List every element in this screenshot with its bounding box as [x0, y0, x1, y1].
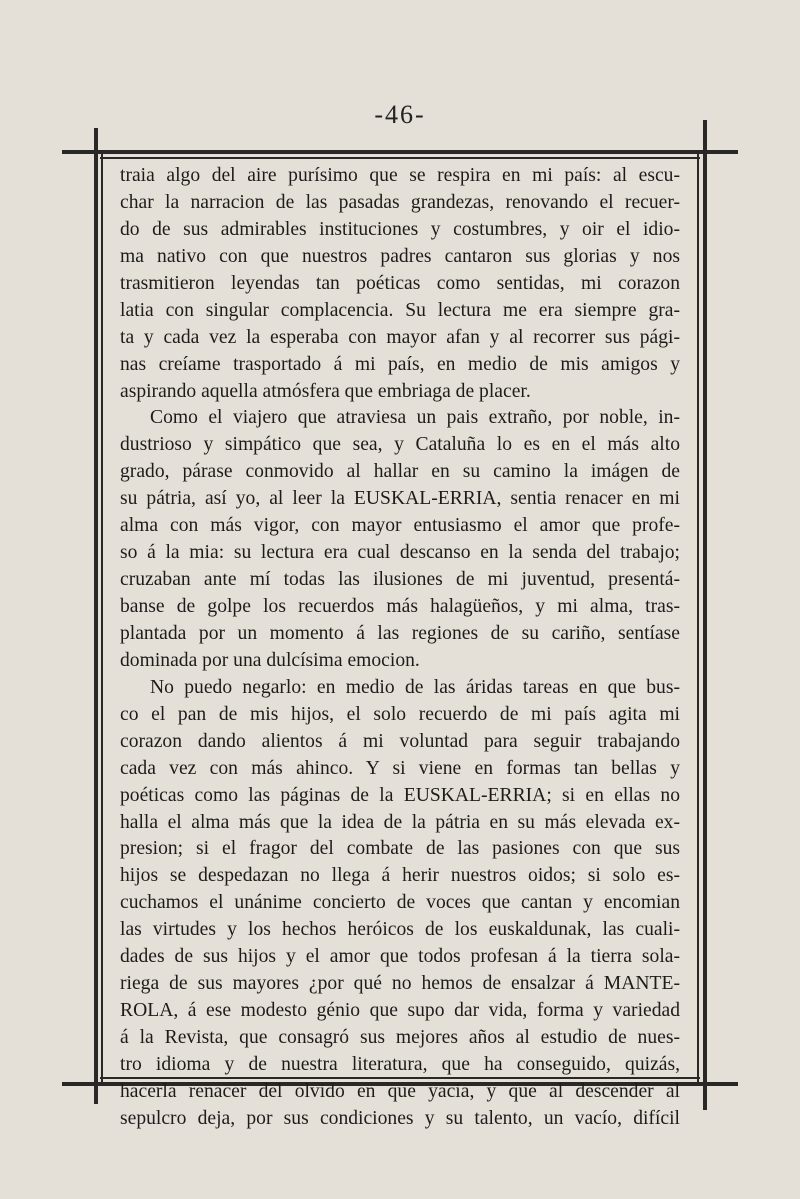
border-left-rule-outer: [94, 128, 98, 1104]
text-line: hijos se despedazan no llega á herir nuestros oidos; si solo es-: [120, 865, 680, 887]
text-line: alma con más vigor, con mayor entusiasmo el amor que profe-: [120, 515, 680, 537]
text-line: No puedo negarlo: en medio de las áridas tareas en que bus-: [150, 676, 680, 698]
text-line: las virtudes y los hechos heróicos de los euskaldunak, las cuali-: [120, 919, 680, 941]
text-line: so á la mia: su lectura era cual descanso en la senda del trabajo;: [120, 542, 680, 564]
border-top-rule-inner: [100, 157, 700, 159]
text-line: ROLA, á ese modesto génio que supo dar vida, forma y variedad: [120, 1000, 680, 1022]
text-line: riega de sus mayores ¿por qué no hemos de ensalzar á MANTE-: [120, 973, 680, 995]
border-left-rule-inner: [101, 150, 103, 1086]
text-line: char la narracion de las pasadas grandezas, renovando el recuer-: [120, 191, 680, 213]
text-line: su pátria, así yo, al leer la EUSKAL-ERRIA, sentia renacer en mi: [120, 488, 680, 510]
text-line: presion; si el fragor del combate de las pasiones con que sus: [120, 838, 680, 860]
text-line: cuchamos el unánime concierto de voces que cantan y encomian: [120, 892, 680, 914]
text-line: dades de sus hijos y el amor que todos profesan á la tierra sola-: [120, 946, 680, 968]
text-line: halla el alma más que la idea de la pátria en su más elevada ex-: [120, 811, 680, 833]
text-line: aspirando aquella atmósfera que embriaga de placer.: [120, 380, 531, 402]
text-line: dustrioso y simpático que sea, y Cataluña lo es en el más alto: [120, 434, 680, 456]
text-line: do de sus admirables instituciones y costumbres, y oir el idio-: [120, 218, 680, 240]
text-line: tro idioma y de nuestra literatura, que ha conseguido, quizás,: [120, 1053, 680, 1075]
page-number: -46-: [374, 100, 426, 129]
border-top-rule-outer: [62, 150, 738, 154]
text-line: sepulcro deja, por sus condiciones y su talento, un vacío, difícil: [120, 1107, 680, 1129]
text-line: co el pan de mis hijos, el solo recuerdo de mi país agita mi: [120, 703, 680, 725]
border-right-rule-inner: [697, 150, 699, 1086]
text-line: plantada por un momento á las regiones de su cariño, sentíase: [120, 622, 680, 644]
text-line: corazon dando alientos á mi voluntad para seguir trabajando: [120, 730, 680, 752]
text-line: banse de golpe los recuerdos más halagüeños, y mi alma, tras-: [120, 596, 680, 617]
body-text: [120, 163, 680, 1133]
text-line: nas creíame trasportado á mi país, en medio de mis amigos y: [120, 353, 680, 375]
text-line: cada vez con más ahinco. Y si viene en formas tan bellas y: [120, 757, 680, 779]
text-line: cruzaban ante mí todas las ilusiones de mi juventud, presentá-: [120, 569, 680, 591]
text-line: poéticas como las páginas de la EUSKAL-ERRIA; si en ellas no: [120, 784, 680, 806]
text-line: Como el viajero que atraviesa un pais extraño, por noble, in-: [150, 407, 680, 429]
text-line: hacerla renacer del olvido en que yacia, y que al descender al: [120, 1080, 680, 1102]
text-line: ta y cada vez la esperaba con mayor afan y al recorrer sus pági-: [120, 326, 680, 348]
border-right-rule-outer: [703, 120, 707, 1110]
text-line: ma nativo con que nuestros padres cantaron sus glorias y nos: [120, 245, 680, 267]
text-line: á la Revista, que consagró sus mejores años al estudio de nues-: [120, 1027, 680, 1048]
text-line: traia algo del aire purísimo que se respira en mi país: al escu-: [120, 165, 680, 186]
text-line: dominada por una dulcísima emocion.: [120, 649, 420, 671]
text-line: trasmitieron leyendas tan poéticas como sentidas, mi corazon: [120, 272, 680, 294]
text-line: latia con singular complacencia. Su lectura me era siempre gra-: [120, 299, 680, 321]
text-line: grado, párase conmovido al hallar en su camino la imágen de: [120, 461, 680, 483]
